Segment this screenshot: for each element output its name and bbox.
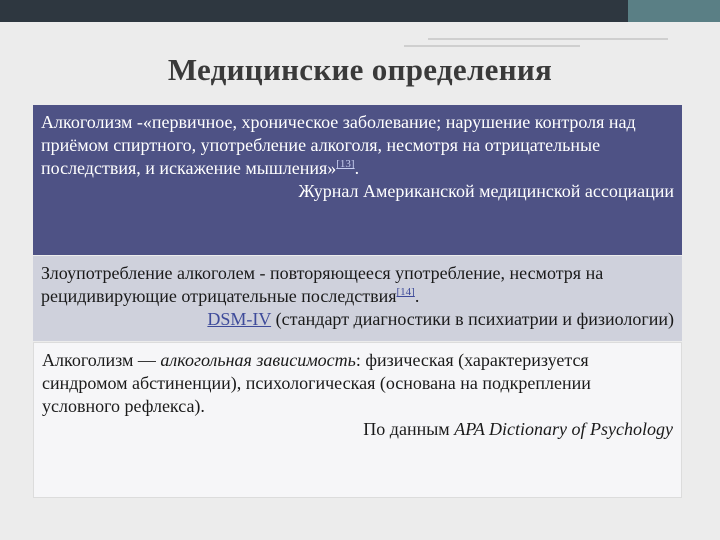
- definition-tail: .: [354, 158, 360, 178]
- definition-source: [41, 308, 674, 331]
- definition-body: Злоупотребление алкоголем - повторяющееся употребление, несмотря на рецидивирующие отрицательные последствия: [41, 263, 604, 306]
- definition-tail: .: [414, 286, 420, 306]
- source-description: (стандарт диагностики в психиатрии и физиологии): [271, 309, 674, 329]
- definition-source: Журнал Американской медицинской ассоциации: [298, 181, 674, 201]
- definition-block-dsm: [33, 256, 682, 341]
- definition-lead: Алкоголизм —: [42, 350, 161, 370]
- definition-body: : физическая (характеризуется синдромом абстиненции), психологическая (основана на подкреплении условного рефлекса).: [42, 350, 591, 416]
- definition-term: алкогольная зависимость: [160, 350, 356, 370]
- decor-line: [428, 38, 668, 40]
- top-decor-bar-accent: [628, 0, 720, 22]
- top-decor-bar-dark: [0, 0, 628, 22]
- source-title: APA Dictionary of Psychology: [454, 419, 673, 439]
- reference-link[interactable]: [13]: [336, 158, 355, 170]
- source-prefix: По данным: [363, 419, 455, 439]
- top-decor-bar: [0, 0, 720, 22]
- slide-title: Медицинские определения: [167, 52, 553, 87]
- decor-line: [404, 45, 580, 47]
- definition-text: [41, 262, 674, 308]
- definition-text: [41, 111, 674, 180]
- definition-text: [42, 349, 673, 418]
- dsm-iv-link[interactable]: DSM-IV: [207, 309, 272, 329]
- reference-link[interactable]: [14]: [396, 286, 415, 298]
- definition-body: Алкоголизм -«первичное, хроническое заболевание; нарушение контроля над приёмом спиртного, употребление алкоголя, несмотря на отрицательные последствия, и искажение мышления»: [41, 112, 636, 178]
- definition-block-jama: [33, 105, 682, 255]
- definition-block-apa: [33, 342, 682, 498]
- definition-source: [42, 418, 673, 441]
